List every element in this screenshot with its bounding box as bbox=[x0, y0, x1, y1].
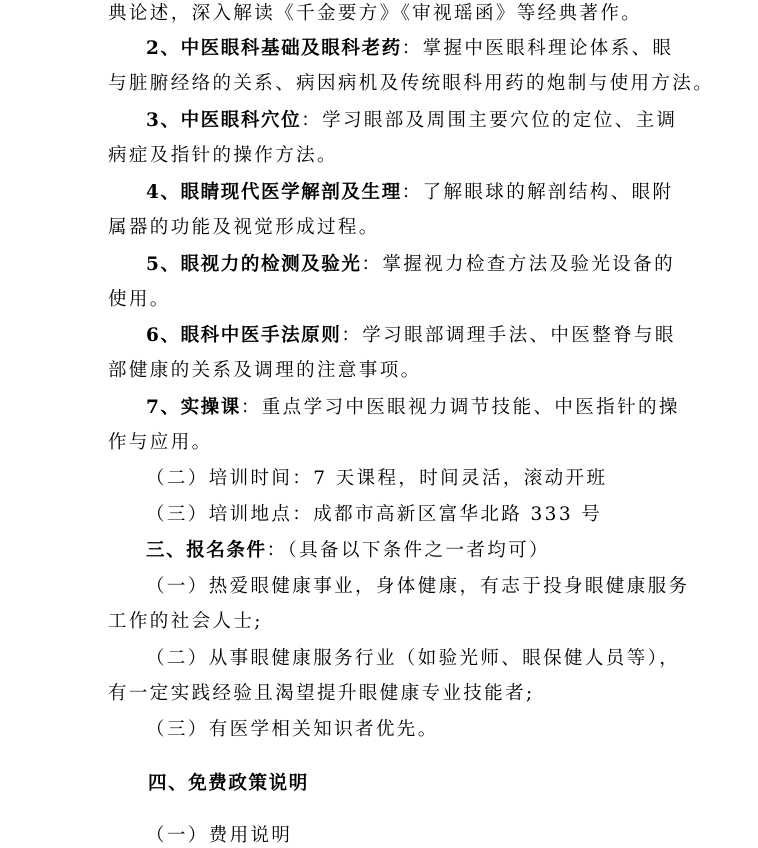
item-text: ：了解眼球的解剖结构、眼附 bbox=[401, 182, 674, 203]
item-title: 7、实操课 bbox=[146, 397, 241, 418]
condition-2: （二）从事眼健康服务行业（如验光师、眼保健人员等）， bbox=[146, 648, 681, 669]
list-item-3 bbox=[146, 109, 677, 133]
section-heading-4: 四、免费政策说明 bbox=[148, 773, 309, 794]
heading-note: ：（具备以下条件之一者均可） bbox=[266, 540, 550, 561]
text-line: 属器的功能及视觉形成过程。 bbox=[108, 217, 380, 238]
section-heading-3 bbox=[146, 539, 550, 563]
item-text: ：掌握中医眼科理论体系、眼 bbox=[401, 38, 674, 59]
list-item-5 bbox=[146, 253, 675, 277]
training-time: （二）培训时间：7 天课程，时间灵活，滚动开班 bbox=[146, 468, 608, 489]
training-location: （三）培训地点：成都市高新区富华北路 333 号 bbox=[146, 504, 603, 525]
item-text: ：掌握视力检查方法及验光设备的 bbox=[361, 254, 675, 275]
text-line: 与脏腑经络的关系、病因病机及传统眼科用药的炮制与使用方法。 bbox=[108, 73, 715, 94]
item-title: 4、眼睛现代医学解剖及生理 bbox=[146, 182, 402, 203]
item-title: 3、中医眼科穴位 bbox=[146, 110, 302, 131]
text-line: 有一定实践经验且渴望提升眼健康专业技能者; bbox=[108, 683, 535, 704]
heading-title: 三、报名条件 bbox=[146, 540, 267, 561]
text-line: 作与应用。 bbox=[108, 432, 213, 453]
list-item-4 bbox=[146, 181, 673, 205]
item-text: ：重点学习中医眼视力调节技能、中医指针的操 bbox=[240, 397, 680, 418]
list-item-7 bbox=[146, 396, 680, 420]
text-line: 典论述，深入解读《千金要方》《审视瑶函》等经典著作。 bbox=[108, 3, 643, 24]
item-title: 6、眼科中医手法原则 bbox=[146, 325, 342, 346]
condition-3: （三）有医学相关知识者优先。 bbox=[146, 719, 439, 740]
text-line: 病症及指针的操作方法。 bbox=[108, 145, 338, 166]
item-text: ：学习眼部及周围主要穴位的定位、主调 bbox=[301, 110, 678, 131]
condition-1: （一）热爱眼健康事业，身体健康，有志于投身眼健康服务 bbox=[146, 576, 690, 597]
text-line: 部健康的关系及调理的注意事项。 bbox=[108, 360, 422, 381]
item-title: 5、眼视力的检测及验光 bbox=[146, 254, 362, 275]
item-text: ：学习眼部调理手法、中医整脊与眼 bbox=[341, 325, 676, 346]
fee-subheading: （一）费用说明 bbox=[146, 825, 293, 846]
item-title: 2、中医眼科基础及眼科老药 bbox=[146, 38, 402, 59]
list-item-2 bbox=[146, 37, 673, 61]
list-item-6 bbox=[146, 324, 676, 348]
text-line: 使用。 bbox=[108, 289, 171, 310]
text-line: 工作的社会人士; bbox=[108, 611, 263, 632]
